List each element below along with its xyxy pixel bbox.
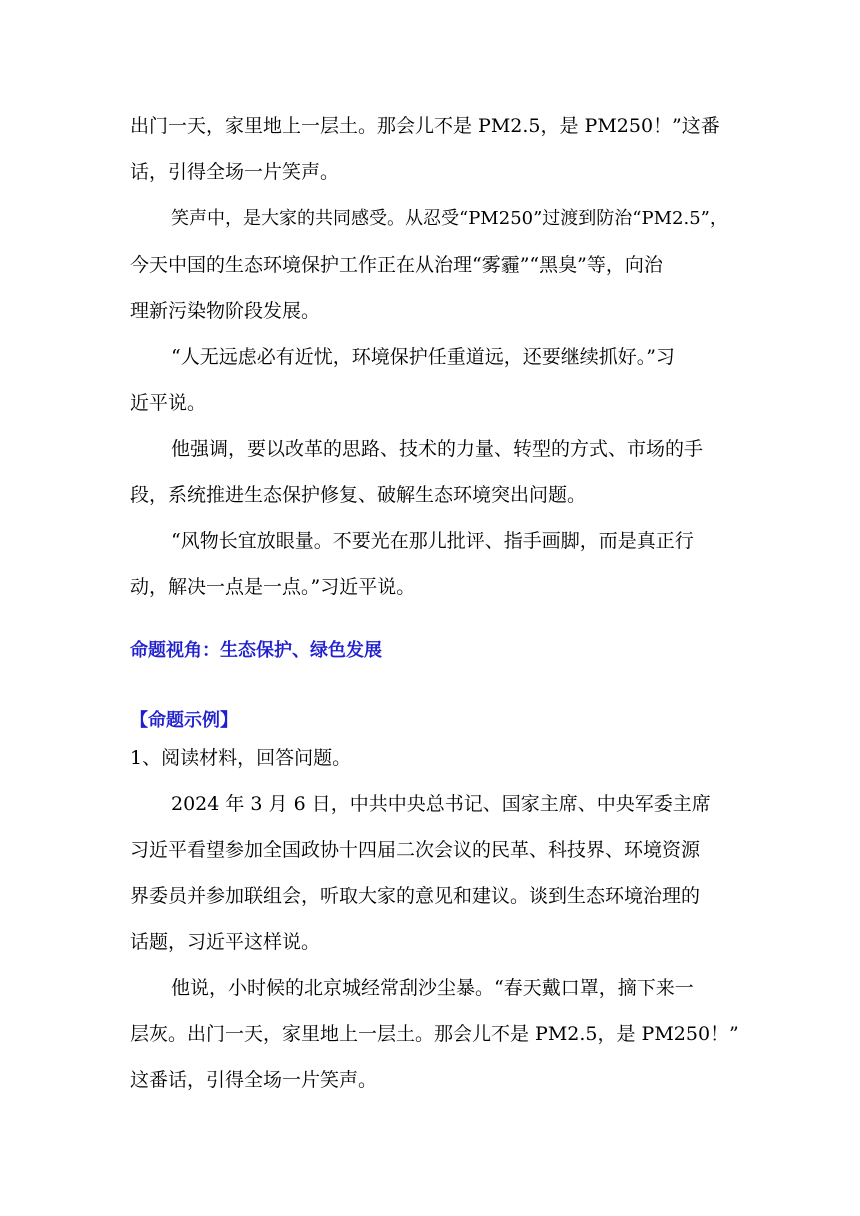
question-line: 1、阅读材料，回答问题。: [130, 747, 352, 769]
paragraph-2-line-1: 笑声中，是大家的共同感受。从忍受“PM250”过渡到防治“PM2.5”，: [171, 208, 728, 229]
paragraph-1-line-1: 出门一天，家里地上一层土。那会儿不是 PM2.5，是 PM250！”这番: [130, 115, 720, 137]
paragraph-6-line-3: 界委员并参加联组会，听取大家的意见和建议。谈到生态环境治理的: [130, 885, 701, 907]
paragraph-1-line-2: 话，引得全场一片笑声。: [130, 161, 340, 183]
paragraph-3-line-2: 近平说。: [130, 392, 207, 414]
paragraph-3-line-1: “人无远虑必有近忧，环境保护任重道远，还要继续抓好。”习: [171, 346, 675, 368]
paragraph-6-line-4: 话题，习近平这样说。: [130, 931, 321, 953]
paragraph-2-line-3: 理新污染物阶段发展。: [130, 300, 321, 322]
example-heading: 【命题示例】: [130, 710, 238, 731]
paragraph-5-line-1: “风物长宜放眼量。不要光在那儿批评、指手画脚，而是真正行: [171, 530, 694, 552]
paragraph-6-line-2: 习近平看望参加全国政协十四届二次会议的民革、科技界、环境资源: [130, 839, 701, 861]
paragraph-4-line-2: 段，系统推进生态保护修复、破解生态环境突出问题。: [130, 484, 587, 506]
paragraph-7-line-1: 他说，小时候的北京城经常刮沙尘暴。“春天戴口罩，摘下来一: [171, 977, 694, 999]
paragraph-2-line-2: 今天中国的生态环境保护工作正在从治理“雾霾”“黑臭”等，向治: [130, 254, 663, 276]
paragraph-5-line-2: 动，解决一点是一点。”习近平说。: [130, 576, 416, 598]
paragraph-7-line-2: 层灰。出门一天，家里地上一层土。那会儿不是 PM2.5，是 PM250！”: [130, 1023, 739, 1045]
paragraph-4-line-1: 他强调，要以改革的思路、技术的力量、转型的方式、市场的手: [171, 438, 704, 460]
paragraph-6-line-1: 2024 年 3 月 6 日，中共中央总书记、国家主席、中央军委主席: [171, 793, 711, 815]
paragraph-7-line-3: 这番话，引得全场一片笑声。: [130, 1069, 378, 1091]
perspective-heading: 命题视角：生态保护、绿色发展: [130, 640, 382, 661]
